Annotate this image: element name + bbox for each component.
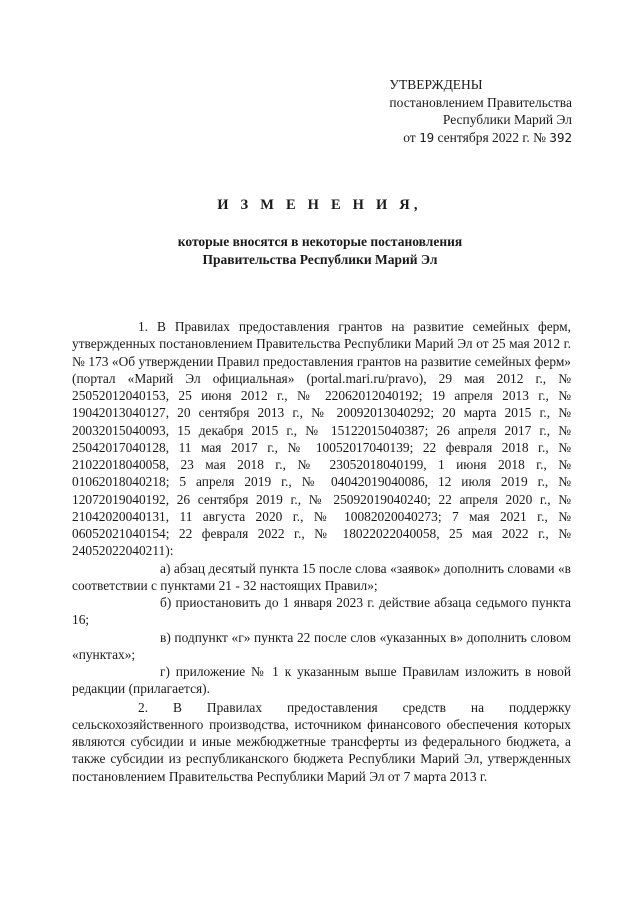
subparagraph-g: г) приложение № 1 к указанным выше Правилам изложить в новой редакции (прилагается). bbox=[72, 664, 571, 697]
approval-month-year: сентября 2022 г. № bbox=[437, 129, 547, 145]
approval-number: 392 bbox=[549, 129, 572, 145]
document-subtitle bbox=[100, 233, 540, 269]
paragraph-2: 2. В Правилах предоставления средств на поддержку сельскохозяйственного производства, источником финансового обеспечения которых являются субсидии и иные межбюджетные трансферты из федерального бюджета, а также субсидии из республиканского бюджета Республики Марий Эл, утвержденных постановлением Правительства Республики Марий Эл от 7 марта 2013 г. bbox=[72, 699, 571, 784]
subtitle-line-2: Правительства Республики Марий Эл bbox=[202, 252, 438, 267]
document-body bbox=[72, 318, 571, 785]
paragraph-1: 1. В Правилах предоставления грантов на развитие семейных ферм, утвержденных постановлением Правительства Республики Марий Эл от 25 мая 2012 г. № 173 «Об утверждении Правил предоставления грантов на развитие семейных ферм» (портал «Марий Эл официальная» (portal.mari.ru/pravo), 29 мая 2012 г., № 25052012040153, 25 июня 2012 г., № 22062012040192; 19 апреля 2013 г., № 19042013040127, 20 сентября 2013 г., № 20092013040292; 20 марта 2015 г., № 20032015040093, 15 декабря 2015 г., № 15122015040387; 26 апреля 2017 г., № 25042017040128, 11 мая 2017 г., № 10052017040139; 22 февраля 2018 г., № 21022018040058, 23 мая 2018 г., № 23052018040199, 1 июня 2018 г., № 01062018040218; 5 апреля 2019 г., № 04042019040086, 12 июля 2019 г., № 12072019040192, 26 сентября 2019 г., № 25092019040240; 22 апреля 2020 г., № 21042020040131, 11 августа 2020 г., № 10082020040273; 7 мая 2021 г., № 06052021040154; 22 февраля 2022 г., № 18022022040058, 25 мая 2022 г., № 24052022040211): bbox=[72, 319, 571, 559]
approval-day: 19 bbox=[419, 129, 435, 145]
approval-line-2: Республики Марий Эл bbox=[442, 112, 572, 127]
subparagraph-b: б) приостановить до 1 января 2023 г. действие абзаца седьмого пункта 16; bbox=[72, 595, 571, 628]
approval-date-line bbox=[350, 129, 572, 147]
approval-line-1: постановлением Правительства bbox=[389, 94, 572, 110]
subtitle-line-1: которые вносятся в некоторые постановления bbox=[177, 234, 463, 249]
approval-stamp bbox=[350, 76, 572, 146]
approval-title: УТВЕРЖДЕНЫ bbox=[389, 77, 483, 92]
approval-date-prefix: от bbox=[403, 129, 416, 145]
subparagraph-a: а) абзац десятый пункта 15 после слова «заявок» дополнить словами «в соответствии с пунктами 21 - 32 настоящих Правил»; bbox=[72, 560, 571, 593]
subparagraph-v: в) подпункт «г» пункта 22 после слов «указанных в» дополнить словом «пунктах»; bbox=[72, 629, 571, 662]
document-title: И З М Е Н Е Н И Я, bbox=[217, 197, 422, 213]
